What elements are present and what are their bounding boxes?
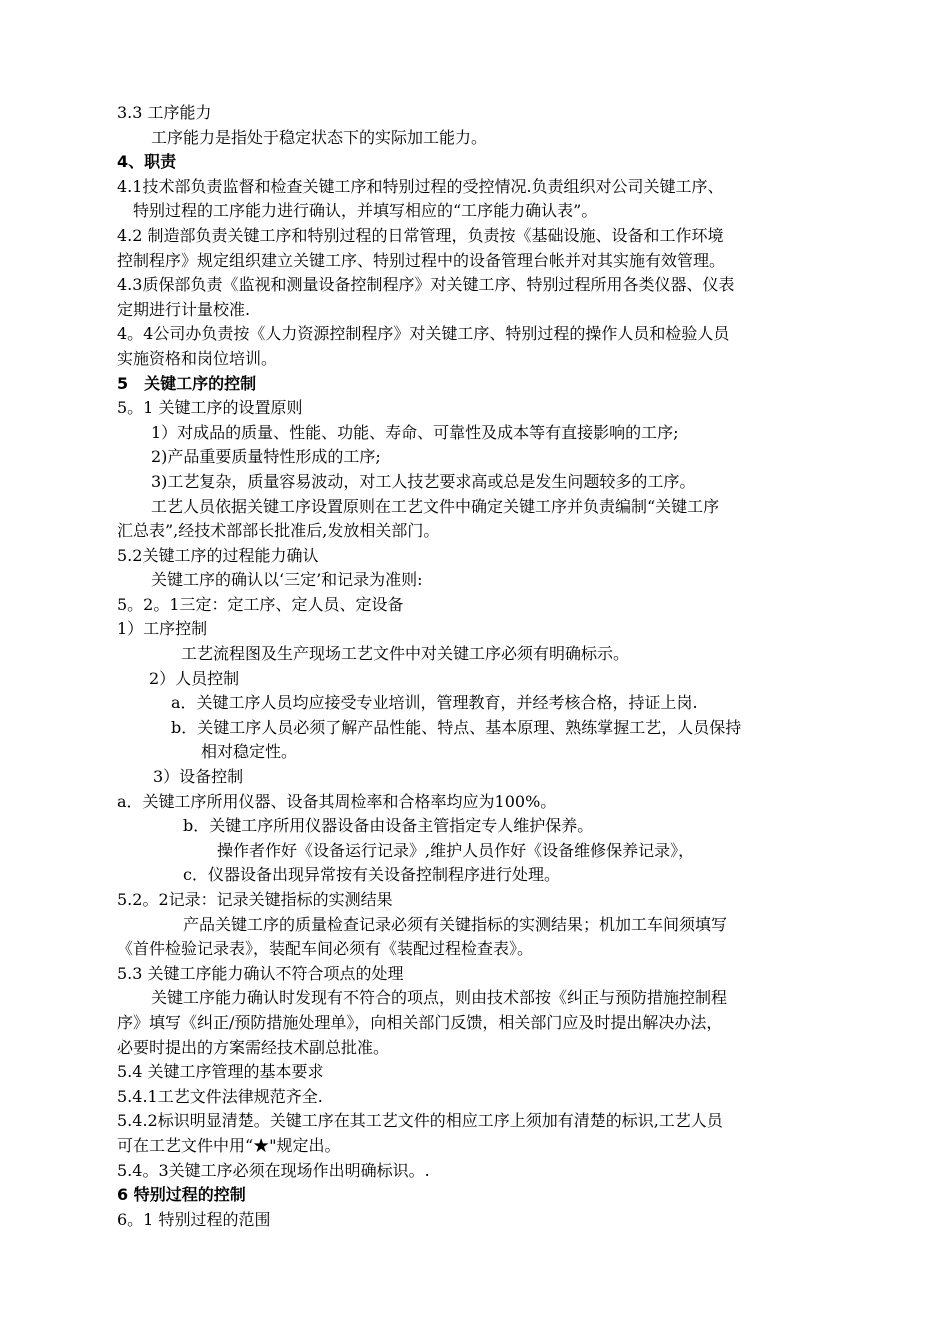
paragraph: 5.4。3关键工序必须在现场作出明确标识。. xyxy=(117,1160,430,1180)
paragraph: 关键工序的确认以‘三定’和记录为准则: xyxy=(151,570,423,590)
list-item: 2)产品重要质量特性形成的工序; xyxy=(151,447,381,467)
paragraph: 4.2 制造部负责关键工序和特别过程的日常管理，负责按《基础设施、设备和工作环境 xyxy=(117,225,724,245)
subsection-heading: 5.2。2记录：记录关键指标的实测结果 xyxy=(117,890,393,909)
section-heading: 3.3 工序能力 xyxy=(117,103,212,122)
paragraph: 《首件检验记录表》，装配车间必须有《装配过程检查表》。 xyxy=(117,939,534,959)
list-item: 3)工艺复杂，质量容易波动，对工人技艺要求高或总是发生问题较多的工序。 xyxy=(151,471,696,491)
paragraph: 5.4.2标识明显清楚。关键工序在其工艺文件的相应工序上须加有清楚的标识,工艺人员 xyxy=(117,1111,723,1131)
paragraph: 必要时提出的方案需经技术副总批准。 xyxy=(117,1037,390,1057)
subsection-heading: 6。1 特别过程的范围 xyxy=(117,1209,271,1229)
paragraph: 4。4公司办负责按《人力资源控制程序》对关键工序、特别过程的操作人员和检验人员 xyxy=(117,324,730,344)
subsection-heading: 5。2。1三定：定工序、定人员、定设备 xyxy=(117,594,404,614)
subsection-heading: 5.2关键工序的过程能力确认 xyxy=(117,545,319,565)
paragraph: 序》填写《纠正/预防措施处理单》，向相关部门反馈，相关部门应及时提出解决办法， xyxy=(117,1012,723,1032)
paragraph: 汇总表”,经技术部部长批准后,发放相关部门。 xyxy=(117,521,440,541)
list-item: 1）工序控制 xyxy=(117,619,208,639)
list-item: 1）对成品的质量、性能、功能、寿命、可靠性及成本等有直接影响的工序; xyxy=(151,422,679,442)
subsection-heading: 5.3 关键工序能力确认不符合项点的处理 xyxy=(117,963,404,983)
list-item: 2）人员控制 xyxy=(149,668,240,688)
paragraph: 定期进行计量校准. xyxy=(117,299,251,319)
subsection-heading: 5。1 关键工序的设置原则 xyxy=(117,398,303,418)
paragraph: 实施资格和岗位培训。 xyxy=(117,348,278,368)
section-heading: 4、职责 xyxy=(117,152,177,172)
list-item: 3）设备控制 xyxy=(153,767,244,787)
paragraph: 可在工艺文件中用“★"规定出。 xyxy=(117,1135,341,1155)
paragraph: 关键工序能力确认时发现有不符合的项点，则由技术部按《纠正与预防措施控制程 xyxy=(151,988,728,1008)
paragraph: 5.4.1工艺文件法律规范齐全. xyxy=(117,1086,323,1106)
paragraph: 产品关键工序的质量检查记录必须有关键指标的实测结果；机加工车间须填写 xyxy=(183,914,728,934)
list-item: b．关键工序人员必须了解产品性能、特点、基本原理、熟练掌握工艺，人员保持 xyxy=(171,717,742,737)
paragraph: 4.3质保部负责《监视和测量设备控制程序》对关键工序、特别过程所用各类仪器、仪表 xyxy=(117,275,735,295)
paragraph: 控制程序》规定组织建立关键工序、特别过程中的设备管理台帐并对其实施有效管理。 xyxy=(117,250,726,270)
section-heading: 5 关键工序的控制 xyxy=(117,373,257,393)
paragraph: 4.1技术部负责监督和检查关键工序和特别过程的受控情况.负责组织对公司关键工序、 xyxy=(117,176,724,196)
list-item: a．关键工序人员均应接受专业培训，管理教育，并经考核合格，持证上岗. xyxy=(171,693,698,713)
paragraph: 特别过程的工序能力进行确认，并填写相应的“工序能力确认表”。 xyxy=(133,201,598,221)
list-item: a．关键工序所用仪器、设备其周检率和合格率均应为100%。 xyxy=(117,791,557,811)
subsection-heading: 5.4 关键工序管理的基本要求 xyxy=(117,1062,324,1082)
section-heading: 6 特别过程的控制 xyxy=(117,1185,246,1205)
paragraph: 操作者作好《设备运行记录》,维护人员作好《设备维修保养记录》， xyxy=(217,840,695,860)
paragraph: 工艺人员依据关键工序设置原则在工艺文件中确定关键工序并负责编制“关键工序 xyxy=(151,496,720,516)
list-item: 相对稳定性。 xyxy=(201,742,298,762)
paragraph: 工艺流程图及生产现场工艺文件中对关键工序必须有明确标示。 xyxy=(181,644,630,664)
list-item: b．关键工序所用仪器设备由设备主管指定专人维护保养。 xyxy=(183,816,594,836)
list-item: c．仪器设备出现异常按有关设备控制程序进行处理。 xyxy=(183,865,560,885)
paragraph: 工序能力是指处于稳定状态下的实际加工能力。 xyxy=(151,127,488,147)
